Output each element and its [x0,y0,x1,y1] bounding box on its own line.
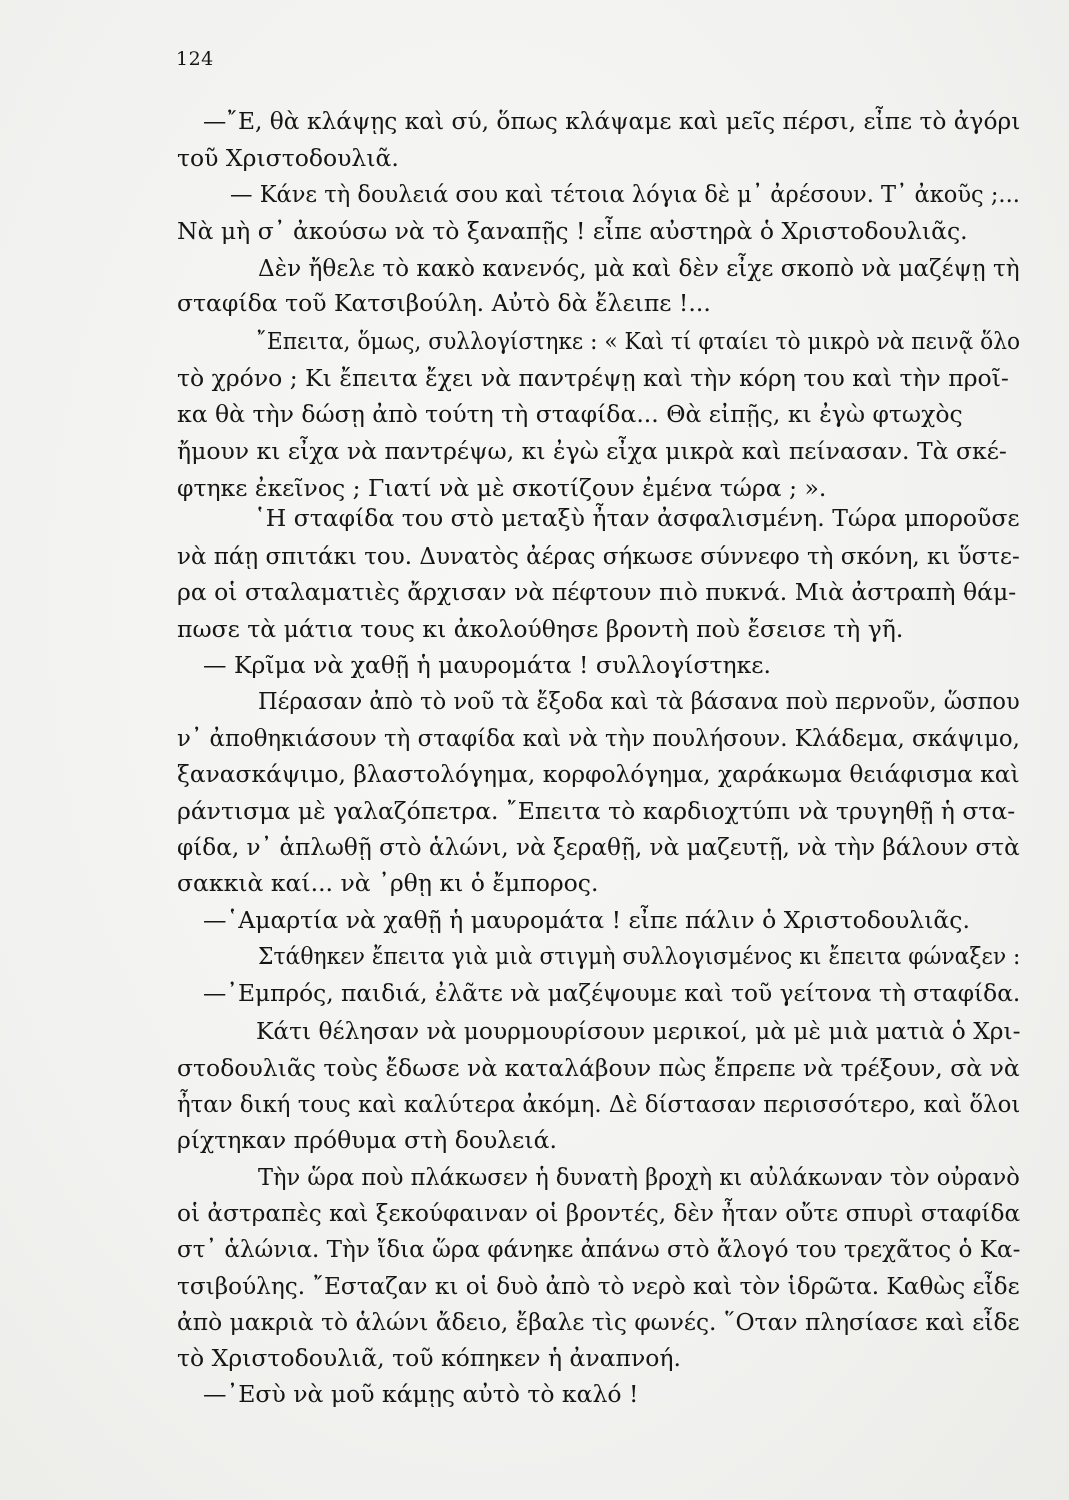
page-number: 124 [176,48,214,70]
text-line: ἤμουν κι εἶχα νὰ παντρέψω, κι ἐγὼ εἶχα μικρὰ καὶ πείνασαν. Τὰ σκέ- [177,437,1007,465]
text-line: Κάτι θέλησαν νὰ μουρμουρίσουν μερικοί, μὰ μὲ μιὰ ματιὰ ὁ Χρι- [256,1017,1021,1045]
text-line: κα θὰ τὴν δώσῃ ἀπὸ τούτη τὴ σταφίδα... Θὰ εἰπῇς, κι ἐγὼ φτωχὸς [177,400,963,428]
text-line: Τὴν ὥρα ποὺ πλάκωσεν ἡ δυνατὴ βροχὴ κι αὐλάκωναν τὸν οὐρανὸ [258,1163,1020,1191]
text-line: ἀπὸ μακριὰ τὸ ἁλώνι ἄδειο, ἔβαλε τὶς φωνές. ῞Οταν πλησίασε καὶ εἶδε [177,1308,1020,1336]
text-line: —῾Αμαρτία νὰ χαθῇ ἡ μαυρομάτα ! εἶπε πάλιν ὁ Χριστοδουλιᾶς. [203,906,970,934]
text-line: φτηκε ἐκεῖνος ; Γιατί νὰ μὲ σκοτίζουν ἐμένα τώρα ; ». [177,474,827,502]
text-line: νὰ πάῃ σπιτάκι του. Δυνατὸς ἀέρας σήκωσε σύννεφο τὴ σκόνη, κι ὕστε- [177,542,1020,570]
text-line: τὸ χρόνο ; Κι ἔπειτα ἔχει νὰ παντρέψῃ καὶ τὴν κόρη του καὶ τὴν προῖ- [177,364,1009,392]
text-line: — Κάνε τὴ δουλειά σου καὶ τέτοια λόγια δὲ μ᾽ ἀρέσουν. Τ᾽ ἀκοῦς ;... [230,180,1020,208]
text-line: ν᾽ ἀποθηκιάσουν τὴ σταφίδα καὶ νὰ τὴν πουλήσουν. Κλάδεμα, σκάψιμο, [177,724,1020,752]
text-line: ρα οἱ σταλαματιὲς ἄρχισαν νὰ πέφτουν πιὸ πυκνά. Μιὰ ἀστραπὴ θάμ- [177,578,1017,606]
text-line: ξανασκάψιμο, βλαστολόγημα, κορφολόγημα, χαράκωμα θειάφισμα καὶ [177,760,1020,788]
text-line: Πέρασαν ἀπὸ τὸ νοῦ τὰ ἔξοδα καὶ τὰ βάσανα ποὺ περνοῦν, ὥσπου [258,687,1020,715]
text-line: —᾽Εμπρός, παιδιά, ἐλᾶτε νὰ μαζέψουμε καὶ τοῦ γείτονα τὴ σταφίδα. [203,979,1021,1007]
text-line: ράντισμα μὲ γαλαζόπετρα. ῎Επειτα τὸ καρδιοχτύπι νὰ τρυγηθῇ ἡ στα- [177,797,1016,825]
text-line: στ᾽ ἁλώνια. Τὴν ἴδια ὥρα φάνηκε ἀπάνω στὸ ἄλογό του τρεχᾶτος ὁ Κα- [177,1235,1021,1263]
text-line: ῾Η σταφίδα του στὸ μεταξὺ ἦταν ἀσφαλισμένη. Τώρα μποροῦσε [254,504,1020,532]
text-line: Στάθηκεν ἔπειτα γιὰ μιὰ στιγμὴ συλλογισμένος κι ἔπειτα φώναξεν : [258,942,1021,970]
text-line: Δὲν ἤθελε τὸ κακὸ κανενός, μὰ καὶ δὲν εἶχε σκοπὸ νὰ μαζέψῃ τὴ [258,254,1020,282]
text-line: Νὰ μὴ σ᾽ ἀκούσω νὰ τὸ ξαναπῇς ! εἶπε αὐστηρὰ ὁ Χριστοδουλιᾶς. [177,217,968,245]
text-line: οἱ ἀστραπὲς καὶ ξεκούφαιναν οἱ βροντές, δὲν ἦταν οὔτε σπυρὶ σταφίδα [177,1199,1021,1227]
text-line: φίδα, ν᾽ ἁπλωθῇ στὸ ἁλώνι, νὰ ξεραθῇ, νὰ μαζευτῇ, νὰ τὴν βάλουν στὰ [177,833,1020,861]
text-line: — Κρῖμα νὰ χαθῇ ἡ μαυρομάτα ! συλλογίστηκε. [203,651,771,679]
text-line: ῎Επειτα, ὅμως, συλλογίστηκε : « Καὶ τί φταίει τὸ μικρὸ νὰ πεινᾷ ὅλο [256,327,1021,355]
text-line: σακκιὰ καί... νὰ ᾽ρθῃ κι ὁ ἔμπορος. [177,869,599,897]
text-line: ἦταν δική τους καὶ καλύτερα ἀκόμη. Δὲ δίστασαν περισσότερο, καὶ ὅλοι [177,1090,1021,1118]
text-line: τοῦ Χριστοδουλιᾶ. [177,144,399,172]
text-line: σταφίδα τοῦ Κατσιβούλη. Αὐτὸ δὰ ἔλειπε !... [177,289,711,317]
text-line: —᾽Εσὺ νὰ μοῦ κάμῃς αὐτὸ τὸ καλό ! [203,1380,639,1408]
text-line: πωσε τὰ μάτια τους κι ἀκολούθησε βροντὴ ποὺ ἔσεισε τὴ γῆ. [177,615,904,643]
text-line: τσιβούλης. ῎Εσταζαν κι οἱ δυὸ ἀπὸ τὸ νερὸ καὶ τὸν ἱδρῶτα. Καθὼς εἶδε [177,1272,1020,1300]
text-line: τὸ Χριστοδουλιᾶ, τοῦ κόπηκεν ἡ ἀναπνοή. [177,1344,681,1372]
text-line: —῎Ε, θὰ κλάψῃς καὶ σύ, ὅπως κλάψαμε καὶ μεῖς πέρσι, εἶπε τὸ ἀγόρι [203,107,1021,135]
text-line: ρίχτηκαν πρόθυμα στὴ δουλειά. [177,1126,557,1154]
text-line: στοδουλιᾶς τοὺς ἔδωσε νὰ καταλάβουν πὼς ἔπρεπε νὰ τρέξουν, σὰ νὰ [177,1054,1020,1082]
